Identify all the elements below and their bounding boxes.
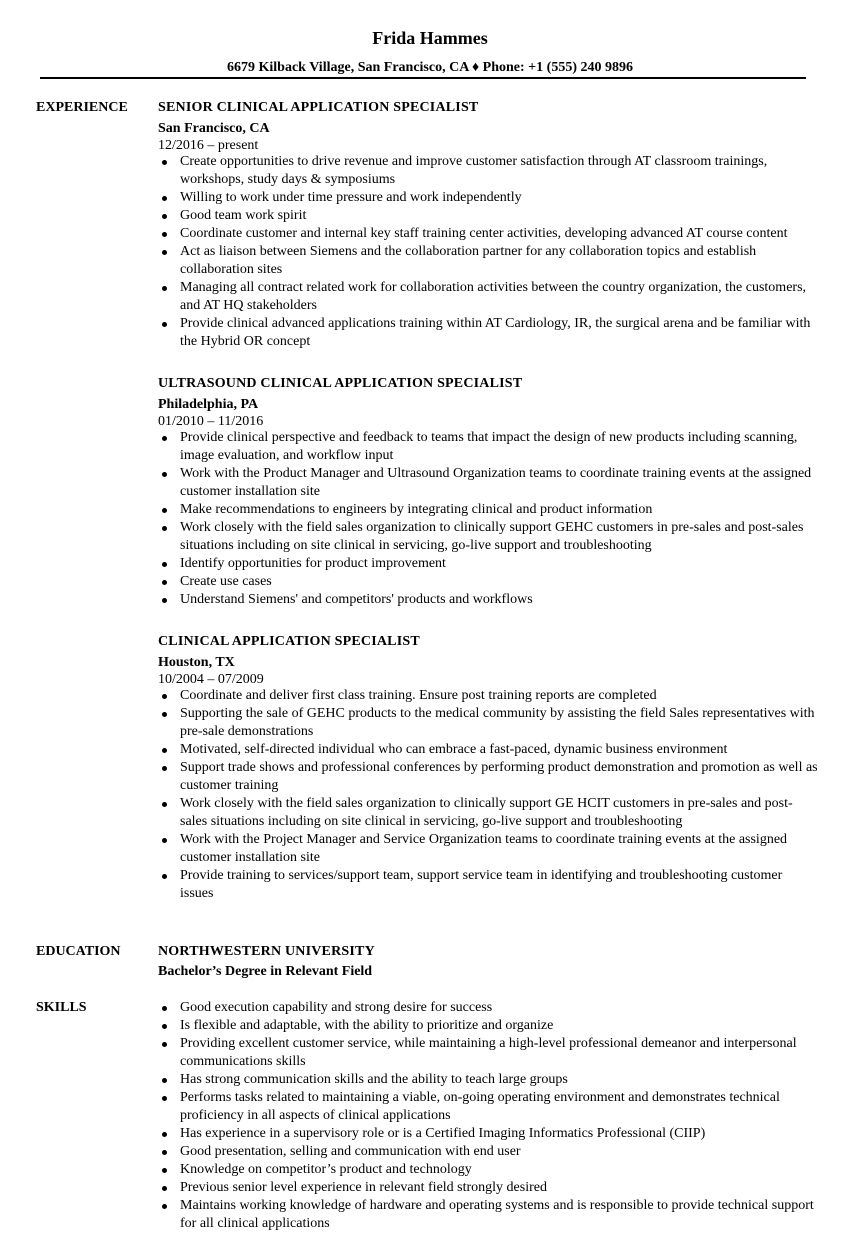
bullet-icon [162,580,167,585]
skill-text: Has experience in a supervisory role or is a Certified Imaging Informatics Professional (CIIP) [180,1126,706,1141]
bullet-text: Work with the Product Manager and Ultrasound Organization teams to coordinate training events at the assigned customer installation site [180,466,812,499]
bullet-text: Work closely with the field sales organization to clinically support GE HCIT customers in pre-sales and post-sales situations including on site clinical in servicing, go-live support and troubleshooting [180,796,793,829]
skill-item [158,1161,818,1179]
bullet-text: Support trade shows and professional conferences by performing product demonstration and promotion as well as customer training [180,760,818,793]
candidate-name: Frida Hammes [372,28,488,48]
skills-label: SKILLS [36,1000,87,1015]
education-label: EDUCATION [36,944,121,959]
bullet-text: Act as liaison between Siemens and the collaboration partner for any collaboration topics and establish collaboration sites [180,244,757,277]
bullet-item [158,225,818,243]
bullet-icon [162,712,167,717]
bullet-icon [162,436,167,441]
bullet-item [158,153,818,189]
job-bullets [158,153,818,351]
experience-body [158,99,818,927]
bullet-text: Work closely with the field sales organization to clinically support GEHC customers in pre-sales and post-sales situations including on site clinical in servicing, go-live support and troubleshooting [180,520,804,553]
bullet-text: Provide clinical advanced applications training within AT Cardiology, IR, the surgical arena and be familiar with the Hybrid OR concept [180,316,811,349]
job-dates: 10/2004 – 07/2009 [158,672,264,687]
bullet-text: Willing to work under time pressure and work independently [180,190,522,205]
job-entry [158,99,818,351]
degree-name: Bachelor’s Degree in Relevant Field [158,964,373,979]
bullet-icon [162,1042,167,1047]
bullet-icon [162,196,167,201]
skill-text: Knowledge on competitor’s product and technology [180,1162,472,1177]
bullet-text: Provide clinical perspective and feedback to teams that impact the design of new products including scanning, image evaluation, and workflow input [180,430,798,463]
bullet-item [158,279,818,315]
bullet-icon [162,1204,167,1209]
job-location: Houston, TX [158,655,235,670]
bullet-icon [162,1132,167,1137]
bullet-item [158,867,818,903]
bullet-item [158,207,818,225]
bullet-text: Provide training to services/support team, support service team in identifying and troubleshooting customer issues [180,868,783,901]
bullet-text: Create use cases [180,574,272,589]
bullet-item [158,795,818,831]
skill-text: Previous senior level experience in relevant field strongly desired [180,1180,547,1195]
skill-text: Is flexible and adaptable, with the ability to prioritize and organize [180,1018,554,1033]
bullet-text: Create opportunities to drive revenue and improve customer satisfaction through AT classroom trainings, workshops, study days & symposiums [180,154,768,187]
bullet-icon [162,1006,167,1011]
bullet-item [158,591,818,609]
job-bullets [158,687,818,903]
bullet-icon [162,214,167,219]
bullet-item [158,501,818,519]
bullet-icon [162,1024,167,1029]
job-location: San Francisco, CA [158,121,270,136]
bullet-item [158,189,818,207]
skill-item [158,1143,818,1161]
resume-header [0,0,860,77]
skill-text: Has strong communication skills and the ability to teach large groups [180,1072,568,1087]
skill-item [158,1017,818,1035]
bullet-icon [162,1078,167,1083]
bullet-text: Understand Siemens' and competitors' products and workflows [180,592,533,607]
bullet-item [158,759,818,795]
bullet-icon [162,286,167,291]
experience-label: EXPERIENCE [36,100,128,115]
job-dates: 12/2016 – present [158,138,259,153]
bullet-text: Managing all contract related work for collaboration activities between the country organization, the customers, and AT HQ stakeholders [180,280,807,313]
bullet-text: Coordinate customer and internal key staff training center activities, developing advanced AT course content [180,226,788,241]
bullet-item [158,573,818,591]
job-entry [158,375,818,609]
job-location: Philadelphia, PA [158,397,259,412]
job-dates: 01/2010 – 11/2016 [158,414,264,429]
bullet-icon [162,250,167,255]
bullet-item [158,465,818,501]
bullet-item [158,687,818,705]
bullet-item [158,705,818,741]
bullet-text: Supporting the sale of GEHC products to the medical community by assisting the field Sales representatives with pre-sale demonstrations [180,706,815,739]
bullet-icon [162,598,167,603]
bullet-icon [162,802,167,807]
skill-item [158,1125,818,1143]
bullet-text: Motivated, self-directed individual who can embrace a fast-paced, dynamic business environment [180,742,728,757]
bullet-icon [162,232,167,237]
bullet-icon [162,1186,167,1191]
skill-item [158,1071,818,1089]
bullet-icon [162,160,167,165]
skill-text: Good presentation, selling and communication with end user [180,1144,521,1159]
bullet-text: Identify opportunities for product improvement [180,556,446,571]
school-name: NORTHWESTERN UNIVERSITY [158,944,375,959]
contact-line: 6679 Kilback Village, San Francisco, CA ♦ Phone: +1 (555) 240 9896 [227,60,633,75]
bullet-icon [162,874,167,879]
skill-item [158,1179,818,1197]
skill-item [158,1197,818,1233]
job-entry [158,633,818,903]
education-body [158,943,818,981]
bullet-text: Work with the Project Manager and Service Organization teams to coordinate training events at the assigned customer installation site [180,832,788,865]
skill-item [158,1089,818,1125]
bullet-icon [162,322,167,327]
job-title: SENIOR CLINICAL APPLICATION SPECIALIST [158,100,479,115]
job-title: CLINICAL APPLICATION SPECIALIST [158,634,420,649]
bullet-item [158,519,818,555]
skills-body [158,999,818,1233]
bullet-icon [162,694,167,699]
skill-item [158,999,818,1017]
bullet-item [158,741,818,759]
bullet-item [158,831,818,867]
bullet-icon [162,748,167,753]
skill-text: Providing excellent customer service, while maintaining a high-level professional demeanor and interpersonal communications skills [180,1036,797,1069]
bullet-icon [162,766,167,771]
bullet-icon [162,1168,167,1173]
bullet-text: Make recommendations to engineers by integrating clinical and product information [180,502,653,517]
bullet-item [158,555,818,573]
bullet-icon [162,1150,167,1155]
bullet-item [158,315,818,351]
bullet-text: Coordinate and deliver first class training. Ensure post training reports are completed [180,688,657,703]
bullet-icon [162,508,167,513]
bullet-text: Good team work spirit [180,208,307,223]
header-divider [40,77,806,79]
bullet-icon [162,526,167,531]
skill-item [158,1035,818,1071]
skills-list [158,999,818,1233]
skill-text: Maintains working knowledge of hardware and operating systems and is responsible to provide technical support for all clinical applications [180,1198,814,1231]
bullet-icon [162,472,167,477]
job-bullets [158,429,818,609]
bullet-icon [162,838,167,843]
bullet-icon [162,1096,167,1101]
job-title: ULTRASOUND CLINICAL APPLICATION SPECIALIST [158,376,523,391]
skill-text: Good execution capability and strong desire for success [180,1000,493,1015]
skill-text: Performs tasks related to maintaining a viable, on-going operating environment and demonstrates technical proficiency in all aspects of clinical applications [180,1090,780,1123]
bullet-item [158,429,818,465]
bullet-icon [162,562,167,567]
bullet-item [158,243,818,279]
